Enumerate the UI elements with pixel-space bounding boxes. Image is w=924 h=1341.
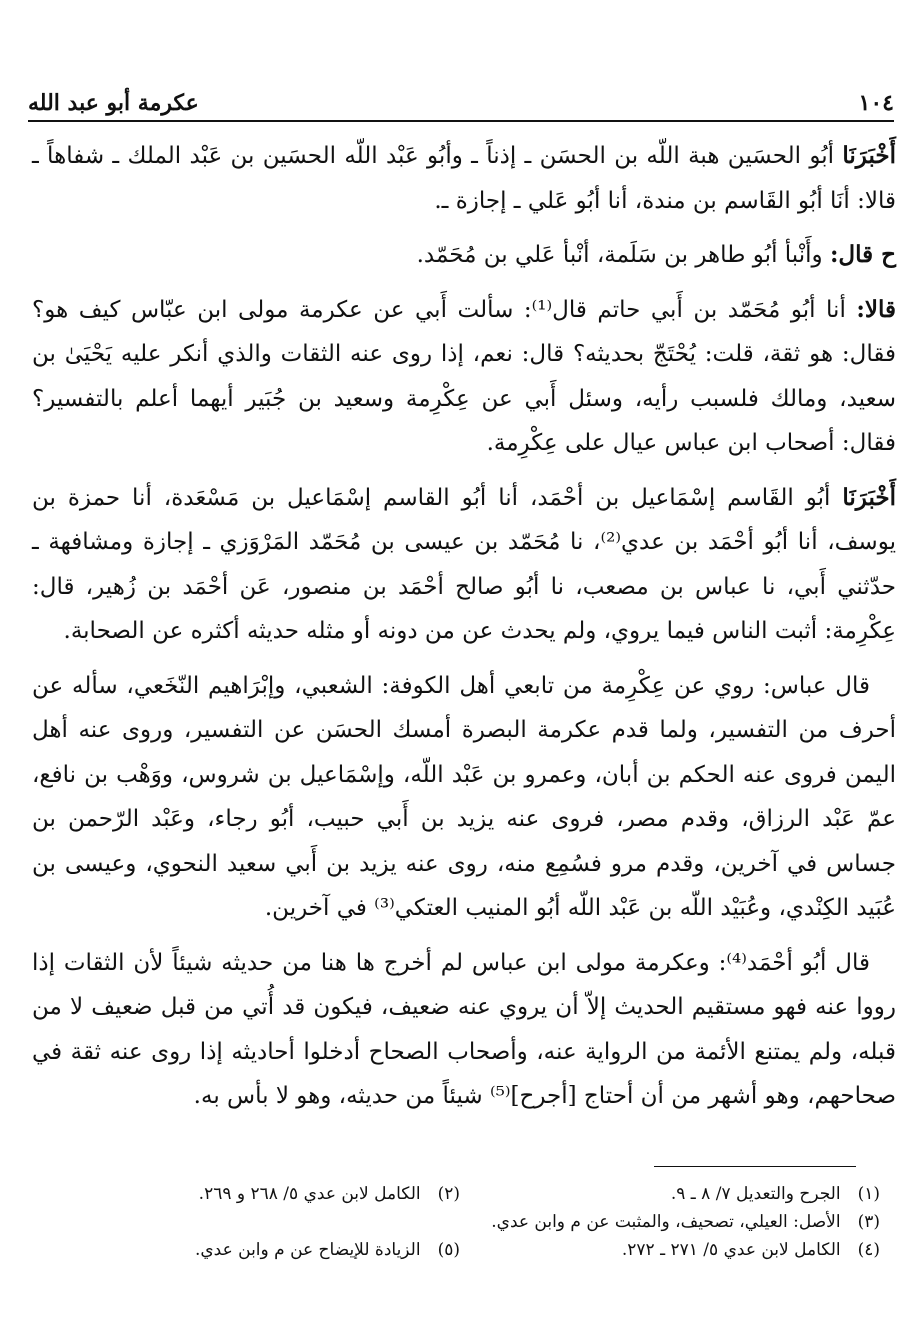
footnote-text: الأصل: العيلي، تصحيف، والمثبت عن م وابن عدي. (491, 1212, 841, 1232)
footnote-number: (٥) (437, 1240, 460, 1260)
footnote-divider (654, 1166, 856, 1167)
footnotes (40, 1180, 880, 1264)
footnote-row (40, 1180, 880, 1208)
footnote-2 (40, 1180, 460, 1208)
paragraph-2 (32, 233, 896, 278)
paragraph-text: وأَنْبأ أبُو طاهر بن سَلَمة، أنْبأ عَلي بن مُحَمّد. (416, 242, 830, 268)
footnote-row (40, 1236, 880, 1264)
footnote-3 (40, 1208, 880, 1236)
running-title: عكرمة أبو عبد الله (28, 90, 199, 116)
paragraph-text: قال عباس: روي عن عِكْرِمة من تابعي أهل الكوفة: الشعبي، وإبْرَاهيم النّخَعي، سأله عن أحرف من التفسير، ولما قدم عكرمة البصرة أمسك الحسَن عن التفسير، وروى عنه أهل اليمن فروى عنه الحكم بن أبان، وعمرو بن عَبْد اللّه، وإسْمَاعيل بن شروس، ووَهْب بن نافع، عمّ عَبْد الرزاق، وقدم مصر، فروى عنه يزيد بن أَبي حبيب، أبُو رجاء، وعَبْد الرّحمن بن جساس في آخرين، وقدم مرو فسُمِع منه، روى عنه يزيد بن أَبي سعيد النحوي، وعيسى بن عُبَيد الكِنْدي، وعُبَيْد اللّه بن عَبْد اللّه أبُو المنيب العتكي⁽³⁾ في آخرين. (32, 672, 896, 921)
footnote-text: الجرح والتعديل ٧/ ٨ ـ ٩. (670, 1184, 841, 1204)
footnote-5 (40, 1236, 460, 1264)
footnote-1 (460, 1180, 880, 1208)
paragraph-text: أبُو الحسَين هبة اللّه بن الحسَن ـ إذناً ـ وأبُو عَبْد اللّه الحسَين بن عَبْد الملك ـ شفاهاً ـ قالا: أنَا أبُو القَاسم بن مندة، أنا أبُو عَلي ـ إجازة ـ. (32, 143, 896, 214)
paragraph-1 (32, 134, 896, 223)
paragraph-lead: أَخْبَرَنَا (842, 483, 896, 511)
paragraph-lead: ح قال: (829, 241, 896, 268)
footnote-text: الكامل لابن عدي ٥/ ٢٧١ ـ ٢٧٢. (621, 1240, 841, 1260)
header-divider (28, 120, 894, 122)
footnote-number: (٣) (857, 1212, 880, 1232)
paragraph-lead: قالا: (856, 295, 897, 323)
footnote-number: (١) (857, 1184, 880, 1204)
paragraph-4 (32, 476, 896, 654)
paragraph-text: قال أبُو أحْمَد⁽⁴⁾: وعكرمة مولى ابن عباس لم أخرج ها هنا من حديثه شيئاً لأن الثقات إذا رووا عنه فهو مستقيم الحديث إلاّ أن يروي عنه ضعيف، فيكون قد أُتي من قبل ضعيف لا من قبله، ولم يمتنع الأئمة من الرواية عنه، وأصحاب الصحاح أدخلوا أحاديثه إذا روى عنه ثقة في صحاحهم، وهو أشهر من أن أحتاج [أجرح]⁽⁵⁾ شيئاً من حديثه، وهو لا بأس به. (32, 949, 896, 1109)
running-head (28, 80, 894, 116)
page-number: ١٠٤ (858, 90, 894, 116)
paragraph-text: أنا أبُو مُحَمّد بن أَبي حاتم قال⁽¹⁾: سألت أَبي عن عكرمة مولى ابن عبّاس كيف هو؟ فقال: هو ثقة، قلت: يُحْتَجّ بحديثه؟ قال: نعم، إذا روى عنه الثقات والذي أنكر عليه يَحْيَىٰ بن سعيد، ومالك فلسبب رأيه، وسئل أَبي عن عِكْرِمة وسعيد بن جُبَير أيهما أعلم بالتفسير؟ فقال: أصحاب ابن عباس عيال على عِكْرِمة. (32, 296, 896, 456)
footnote-row (40, 1208, 880, 1236)
paragraph-text: أبُو القَاسم إسْمَاعيل بن أحْمَد، أنا أبُو القاسم إسْمَاعيل بن مَسْعَدة، أنا حمزة بن يوسف، أنا أبُو أحْمَد بن عدي⁽²⁾، نا مُحَمّد بن عيسى بن مُحَمّد المَرْوَزي ـ إجازة ومشافهة ـ حدّثني أَبي، نا عباس بن مصعب، نا أبُو صالح أحْمَد بن منصور، عَن أحْمَد بن زُهير، قال: عِكْرِمة: أثبت الناس فيما يروي، ولم يحدث عن من دونه أو مثله حديثه أكثره عن الصحابة. (32, 484, 896, 644)
paragraph-3 (32, 288, 896, 466)
footnote-number: (٤) (857, 1240, 880, 1260)
footnote-4 (460, 1236, 880, 1264)
footnote-text: الكامل لابن عدي ٥/ ٢٦٨ و ٢٦٩. (198, 1184, 421, 1204)
paragraph-5 (32, 664, 896, 931)
paragraph-lead: أَخْبَرَنَا (842, 142, 896, 169)
main-text (32, 134, 896, 1129)
footnote-text: الزيادة للإيضاح عن م وابن عدي. (194, 1240, 421, 1260)
footnote-number: (٢) (437, 1184, 460, 1204)
paragraph-6 (32, 941, 896, 1119)
